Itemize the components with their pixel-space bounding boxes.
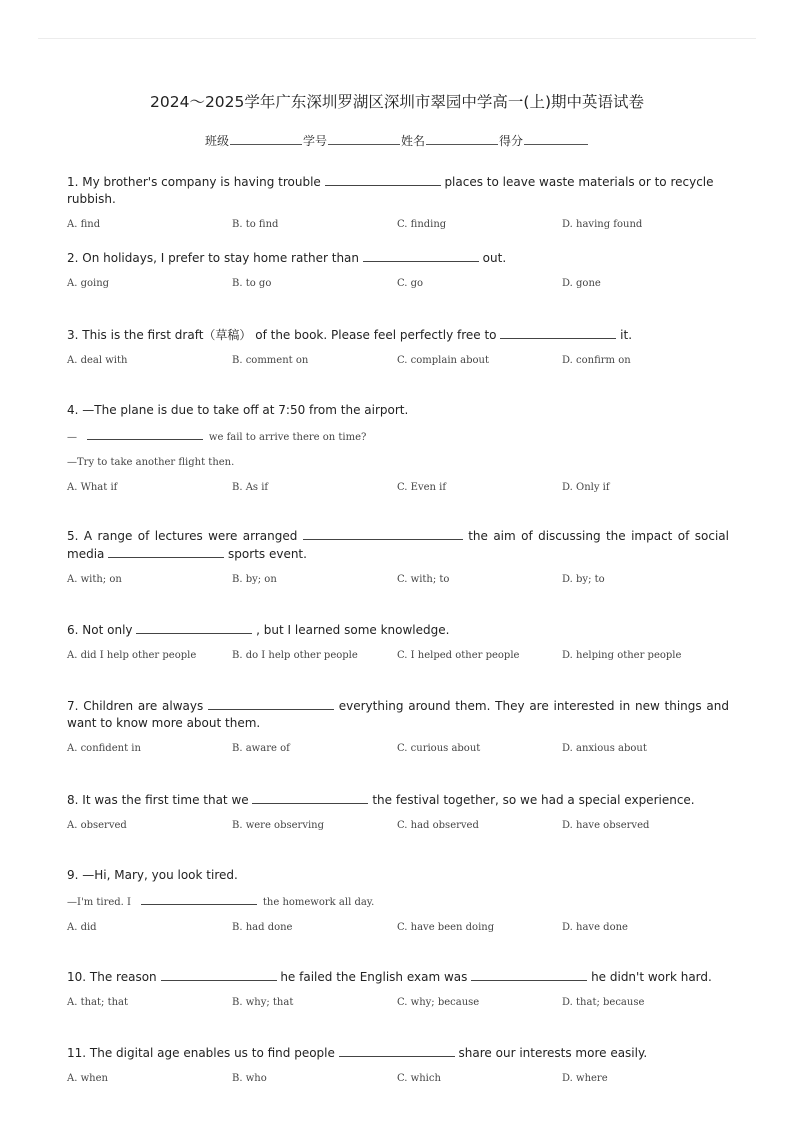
class-blank[interactable]	[230, 133, 302, 145]
stem-text: —Hi, Mary, you look tired.	[82, 868, 238, 882]
dialogue-line: —Try to take another flight then.	[67, 457, 235, 468]
question-1	[67, 173, 729, 233]
question-number: 1.	[67, 175, 79, 189]
answer-blank-2[interactable]	[108, 545, 224, 558]
dialogue-text: we fail to arrive there on time?	[208, 432, 367, 443]
stem-text: Children are always	[83, 699, 204, 713]
option-b[interactable]: B. why; that	[232, 997, 294, 1008]
option-b[interactable]: B. by; on	[232, 574, 277, 585]
question-stem	[67, 968, 729, 986]
question-stem	[67, 402, 729, 419]
question-stem	[67, 867, 729, 884]
question-number: 2.	[67, 251, 79, 265]
question-stem	[67, 697, 729, 732]
answer-blank-1[interactable]	[303, 527, 463, 540]
option-a[interactable]: A. going	[67, 278, 110, 289]
options	[67, 919, 729, 936]
option-c[interactable]: C. curious about	[397, 743, 481, 754]
option-d[interactable]: D. where	[562, 1073, 608, 1084]
options	[67, 216, 729, 233]
question-number: 4.	[67, 403, 79, 417]
question-stem	[67, 249, 729, 267]
answer-blank[interactable]	[141, 892, 257, 905]
options	[67, 1070, 729, 1087]
option-c[interactable]: C. have been doing	[397, 922, 495, 933]
option-c[interactable]: C. which	[397, 1073, 441, 1084]
option-a[interactable]: A. What if	[67, 482, 118, 493]
option-d[interactable]: D. helping other people	[562, 650, 682, 661]
option-a[interactable]: A. deal with	[67, 355, 128, 366]
answer-blank[interactable]	[339, 1044, 455, 1057]
question-10	[67, 968, 729, 1011]
question-number: 9.	[67, 868, 79, 882]
dialogue-line	[67, 427, 729, 446]
option-c[interactable]: C. had observed	[397, 820, 479, 831]
stem-text: he failed the English exam was	[280, 970, 468, 984]
question-3	[67, 326, 729, 369]
option-b[interactable]: B. As if	[232, 482, 269, 493]
option-a[interactable]: A. did	[67, 922, 97, 933]
question-number: 5.	[67, 529, 79, 543]
student-info-line	[0, 132, 794, 149]
option-b[interactable]: B. to find	[232, 219, 279, 230]
number-label: 学号	[302, 134, 327, 148]
question-stem	[67, 326, 729, 344]
dialogue-text: the homework all day.	[262, 897, 375, 908]
name-blank[interactable]	[426, 133, 498, 145]
option-b[interactable]: B. do I help other people	[232, 650, 358, 661]
option-b[interactable]: B. to go	[232, 278, 272, 289]
class-label: 班级	[204, 134, 229, 148]
stem-text: everything around them. They are interested in new things and want to know more about them.	[67, 699, 729, 730]
option-d[interactable]: D. anxious about	[562, 743, 647, 754]
options	[67, 817, 729, 834]
options	[67, 740, 729, 757]
stem-text: the aim of discussing the impact of social media	[67, 529, 729, 561]
option-a[interactable]: A. when	[67, 1073, 108, 1084]
stem-text: sports event.	[228, 547, 307, 561]
question-4	[67, 402, 729, 496]
option-b[interactable]: B. were observing	[232, 820, 325, 831]
question-stem	[67, 1044, 729, 1062]
stem-text: This is the first draft（草稿） of the book. Please feel perfectly free to	[82, 328, 497, 342]
stem-text: places to leave waste materials or to recycle rubbish.	[67, 175, 714, 206]
answer-blank[interactable]	[87, 427, 203, 440]
options	[67, 479, 729, 496]
stem-text: A range of lectures were arranged	[83, 529, 298, 543]
option-d[interactable]: D. Only if	[562, 482, 610, 493]
options	[67, 647, 729, 664]
question-stem	[67, 621, 729, 639]
option-d[interactable]: D. have observed	[562, 820, 650, 831]
name-label: 姓名	[401, 134, 426, 148]
question-number: 11.	[67, 1046, 87, 1060]
option-d[interactable]: D. by; to	[562, 574, 605, 585]
options	[67, 571, 729, 588]
option-a[interactable]: A. confident in	[67, 743, 141, 754]
stem-text: he didn't work hard.	[591, 970, 712, 984]
option-b[interactable]: B. who	[232, 1073, 267, 1084]
dialogue-text: —I'm tired. I	[67, 897, 131, 908]
answer-blank-1[interactable]	[161, 968, 277, 981]
options	[67, 352, 729, 369]
answer-blank-2[interactable]	[471, 968, 587, 981]
option-c[interactable]: C. Even if	[397, 482, 447, 493]
answer-blank[interactable]	[363, 249, 479, 262]
option-d[interactable]: D. having found	[562, 219, 643, 230]
option-a[interactable]: A. find	[67, 219, 101, 230]
page-title: 2024～2025学年广东深圳罗湖区深圳市翠园中学高一(上)期中英语试卷	[150, 93, 644, 111]
stem-text: out.	[482, 251, 507, 265]
score-blank[interactable]	[524, 133, 588, 145]
dialogue-line	[67, 892, 729, 911]
option-d[interactable]: D. confirm on	[562, 355, 631, 366]
question-11	[67, 1044, 729, 1087]
options	[67, 994, 729, 1011]
answer-blank[interactable]	[325, 173, 441, 186]
score-label: 得分	[499, 134, 524, 148]
stem-text: , but I learned some knowledge.	[256, 623, 450, 637]
number-blank[interactable]	[328, 133, 400, 145]
stem-text: On holidays, I prefer to stay home rather than	[82, 251, 360, 265]
question-number: 6.	[67, 623, 79, 637]
answer-blank[interactable]	[136, 621, 252, 634]
question-stem	[67, 527, 729, 563]
question-9	[67, 867, 729, 936]
stem-text: —The plane is due to take off at 7:50 from the airport.	[82, 403, 409, 417]
question-number: 10.	[67, 970, 87, 984]
answer-blank[interactable]	[208, 697, 334, 710]
question-stem	[67, 791, 729, 809]
option-a[interactable]: A. observed	[67, 820, 127, 831]
question-7	[67, 697, 729, 757]
option-c[interactable]: C. finding	[397, 219, 447, 230]
stem-text: It was the first time that we	[82, 793, 249, 807]
question-5	[67, 527, 729, 588]
stem-text: My brother's company is having trouble	[82, 175, 321, 189]
option-c[interactable]: C. I helped other people	[397, 650, 520, 661]
question-number: 7.	[67, 699, 79, 713]
option-a[interactable]: A. did I help other people	[67, 650, 197, 661]
option-c[interactable]: C. with; to	[397, 574, 450, 585]
option-b[interactable]: B. aware of	[232, 743, 290, 754]
question-2	[67, 249, 729, 292]
option-b[interactable]: B. comment on	[232, 355, 309, 366]
option-a[interactable]: A. with; on	[67, 574, 122, 585]
option-d[interactable]: D. that; because	[562, 997, 645, 1008]
question-number: 8.	[67, 793, 79, 807]
question-8	[67, 791, 729, 834]
question-6	[67, 621, 729, 664]
question-stem	[67, 173, 729, 208]
option-c[interactable]: C. complain about	[397, 355, 489, 366]
answer-blank[interactable]	[500, 326, 616, 339]
answer-blank[interactable]	[252, 791, 368, 804]
stem-text: the festival together, so we had a special experience.	[372, 793, 695, 807]
stem-text: it.	[620, 328, 633, 342]
option-d[interactable]: D. have done	[562, 922, 628, 933]
option-b[interactable]: B. had done	[232, 922, 293, 933]
option-a[interactable]: A. that; that	[67, 997, 129, 1008]
top-divider	[38, 38, 756, 39]
stem-text: Not only	[82, 623, 133, 637]
stem-text: share our interests more easily.	[458, 1046, 648, 1060]
question-number: 3.	[67, 328, 79, 342]
option-d[interactable]: D. gone	[562, 278, 601, 289]
option-c[interactable]: C. go	[397, 278, 424, 289]
options	[67, 275, 729, 292]
option-c[interactable]: C. why; because	[397, 997, 480, 1008]
dialogue-dash: —	[67, 432, 77, 443]
stem-text: The reason	[89, 970, 157, 984]
stem-text: The digital age enables us to find people	[89, 1046, 335, 1060]
